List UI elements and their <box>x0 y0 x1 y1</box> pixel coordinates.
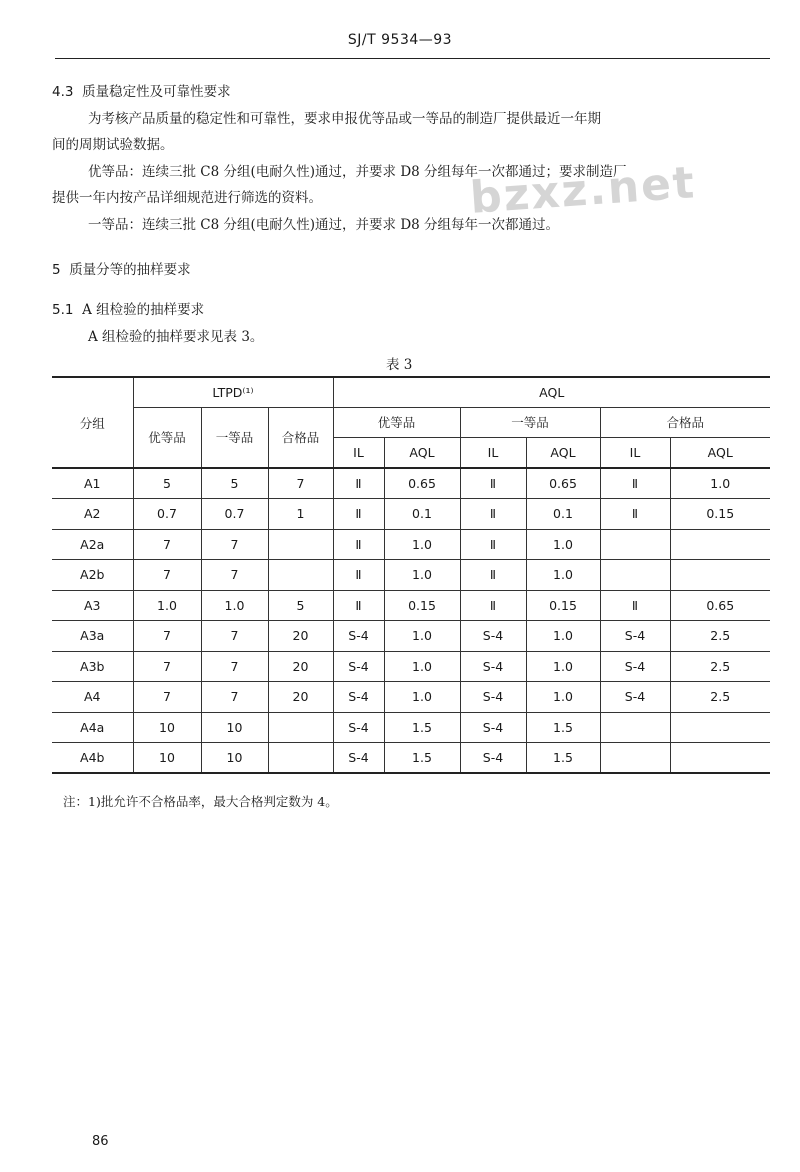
header-ltpd-first: 一等品 <box>201 407 268 468</box>
table-row <box>52 560 770 591</box>
table-cell: 10 <box>133 743 201 774</box>
table-row <box>52 621 770 652</box>
page-number: 86 <box>92 1134 109 1149</box>
table-cell: 0.15 <box>526 590 600 621</box>
table-cell: 10 <box>133 712 201 743</box>
table-cell: Ⅱ <box>460 499 526 530</box>
table-cell: 0.1 <box>526 499 600 530</box>
table-cell-group: A4 <box>52 682 133 713</box>
table-cell: 2.5 <box>670 682 770 713</box>
table-cell-group: A3b <box>52 651 133 682</box>
section-4-3-heading <box>52 80 231 100</box>
table-cell: 0.1 <box>384 499 460 530</box>
table-cell-group: A1 <box>52 468 133 499</box>
table-3 <box>52 376 770 774</box>
table-cell-group: A2 <box>52 499 133 530</box>
paragraph-line: 一等品：连续三批 C8 分组(电耐久性)通过，并要求 D8 分组每年一次都通过。 <box>88 217 560 233</box>
table-cell <box>600 560 670 591</box>
table-cell: S-4 <box>600 682 670 713</box>
table-cell <box>600 743 670 774</box>
table-cell: 0.15 <box>384 590 460 621</box>
table-cell: S-4 <box>333 712 384 743</box>
header-ltpd-qualified: 合格品 <box>268 407 333 468</box>
table-cell: 1.0 <box>526 682 600 713</box>
table-cell: 7 <box>133 651 201 682</box>
table-cell: 7 <box>133 621 201 652</box>
table-cell <box>600 712 670 743</box>
table-cell: S-4 <box>333 621 384 652</box>
section-title: 质量稳定性及可靠性要求 <box>82 84 231 100</box>
table-cell: 5 <box>201 468 268 499</box>
header-il: IL <box>600 437 670 468</box>
table-cell <box>600 529 670 560</box>
table-caption: 表 3 <box>386 357 413 373</box>
table-cell: 7 <box>133 560 201 591</box>
table-cell: S-4 <box>460 621 526 652</box>
table-cell: 7 <box>133 682 201 713</box>
paragraph-line: 优等品：连续三批 C8 分组(电耐久性)通过，并要求 D8 分组每年一次都通过；要求制造厂 <box>88 164 627 180</box>
table-row <box>52 743 770 774</box>
table-row <box>52 682 770 713</box>
section-5-heading <box>52 258 191 278</box>
document-header: SJ/T 9534—93 <box>347 32 453 48</box>
header-rule <box>55 58 770 59</box>
table-cell: Ⅱ <box>600 468 670 499</box>
table-cell: 1.0 <box>526 621 600 652</box>
header-il: IL <box>333 437 384 468</box>
section-number: 4.3 <box>52 84 74 100</box>
paragraph-line: A 组检验的抽样要求见表 3。 <box>88 329 264 345</box>
header-ltpd-excellent: 优等品 <box>133 407 201 468</box>
table-cell: Ⅱ <box>333 590 384 621</box>
watermark: bzxz.net <box>468 157 698 224</box>
table-cell: 5 <box>133 468 201 499</box>
table-cell: 5 <box>268 590 333 621</box>
table-cell: S-4 <box>333 743 384 774</box>
header-aql-qualified: 合格品 <box>600 407 770 437</box>
table-cell: Ⅱ <box>333 560 384 591</box>
table-cell: S-4 <box>460 743 526 774</box>
table-cell-group: A3a <box>52 621 133 652</box>
table-cell: 0.65 <box>384 468 460 499</box>
table-cell: 1.0 <box>384 651 460 682</box>
header-aql-sub: AQL <box>526 437 600 468</box>
paragraph-line: 间的周期试验数据。 <box>52 137 174 153</box>
table-cell-group: A3 <box>52 590 133 621</box>
table-cell: 1.0 <box>526 651 600 682</box>
table-body <box>52 468 770 773</box>
section-5-1-heading <box>52 298 204 318</box>
paragraph-line: 提供一年内按产品详细规范进行筛选的资料。 <box>52 190 322 206</box>
table-cell: 1.0 <box>384 560 460 591</box>
table-cell: 0.65 <box>670 590 770 621</box>
table-cell: 1 <box>268 499 333 530</box>
table-cell <box>268 529 333 560</box>
table-cell <box>268 743 333 774</box>
table-row <box>52 499 770 530</box>
table-cell: 2.5 <box>670 621 770 652</box>
table-cell: Ⅱ <box>600 590 670 621</box>
table-cell: 1.0 <box>384 682 460 713</box>
table-row <box>52 468 770 499</box>
paragraph-line: 为考核产品质量的稳定性和可靠性，要求申报优等品或一等品的制造厂提供最近一年期 <box>88 111 601 127</box>
table-cell-group: A2b <box>52 560 133 591</box>
table-row <box>52 590 770 621</box>
table-cell: 7 <box>201 560 268 591</box>
table-cell: Ⅱ <box>333 468 384 499</box>
table-cell <box>268 712 333 743</box>
table-cell: 1.0 <box>384 529 460 560</box>
header-aql-excellent: 优等品 <box>333 407 460 437</box>
table-cell: 1.0 <box>526 529 600 560</box>
table-cell: 7 <box>201 682 268 713</box>
table-cell: 20 <box>268 651 333 682</box>
section-title: 质量分等的抽样要求 <box>69 262 191 278</box>
table-cell <box>670 560 770 591</box>
table-cell: 0.7 <box>201 499 268 530</box>
table-cell <box>670 712 770 743</box>
table-cell: 7 <box>268 468 333 499</box>
table-cell: 0.7 <box>133 499 201 530</box>
header-aql-sub: AQL <box>384 437 460 468</box>
table-cell: 1.5 <box>384 712 460 743</box>
table-cell: S-4 <box>333 682 384 713</box>
table-cell: 1.0 <box>133 590 201 621</box>
table-cell <box>670 743 770 774</box>
table-cell: Ⅱ <box>460 560 526 591</box>
section-number: 5 <box>52 262 61 278</box>
table-cell <box>268 560 333 591</box>
table-cell: S-4 <box>333 651 384 682</box>
table-note: 注：1)批允许不合格品率，最大合格判定数为 4。 <box>63 794 338 809</box>
table-cell-group: A2a <box>52 529 133 560</box>
table-cell: 2.5 <box>670 651 770 682</box>
header-aql-first: 一等品 <box>460 407 600 437</box>
table-cell: S-4 <box>460 651 526 682</box>
table-cell: Ⅱ <box>460 590 526 621</box>
section-number: 5.1 <box>52 302 74 318</box>
table-cell: Ⅱ <box>333 499 384 530</box>
table-cell: Ⅱ <box>460 529 526 560</box>
table-cell: 7 <box>201 651 268 682</box>
table-cell: 10 <box>201 743 268 774</box>
table-cell: 1.5 <box>526 712 600 743</box>
table-row <box>52 651 770 682</box>
table-cell <box>670 529 770 560</box>
table-cell: 0.65 <box>526 468 600 499</box>
table-cell: 20 <box>268 682 333 713</box>
header-aql-sub: AQL <box>670 437 770 468</box>
table-cell-group: A4b <box>52 743 133 774</box>
table-cell: 0.15 <box>670 499 770 530</box>
table-cell: 20 <box>268 621 333 652</box>
table-cell: Ⅱ <box>600 499 670 530</box>
table-cell: S-4 <box>460 682 526 713</box>
table-cell: 1.5 <box>384 743 460 774</box>
table-cell: 7 <box>201 529 268 560</box>
table-cell: S-4 <box>600 651 670 682</box>
header-aql: AQL <box>333 377 770 407</box>
table-cell: 1.0 <box>384 621 460 652</box>
table-cell: 7 <box>133 529 201 560</box>
table-cell: 7 <box>201 621 268 652</box>
table-cell: S-4 <box>460 712 526 743</box>
section-title: A 组检验的抽样要求 <box>82 302 205 318</box>
table-cell: 1.0 <box>670 468 770 499</box>
table-cell: 1.0 <box>526 560 600 591</box>
table-cell-group: A4a <box>52 712 133 743</box>
table-row <box>52 529 770 560</box>
table-cell: 1.0 <box>201 590 268 621</box>
table-cell: Ⅱ <box>333 529 384 560</box>
header-ltpd: LTPD⁽¹⁾ <box>133 377 333 407</box>
table-cell: 1.5 <box>526 743 600 774</box>
table-cell: S-4 <box>600 621 670 652</box>
header-group: 分组 <box>52 377 133 468</box>
table-cell: Ⅱ <box>460 468 526 499</box>
header-il: IL <box>460 437 526 468</box>
table-cell: 10 <box>201 712 268 743</box>
table-row <box>52 712 770 743</box>
